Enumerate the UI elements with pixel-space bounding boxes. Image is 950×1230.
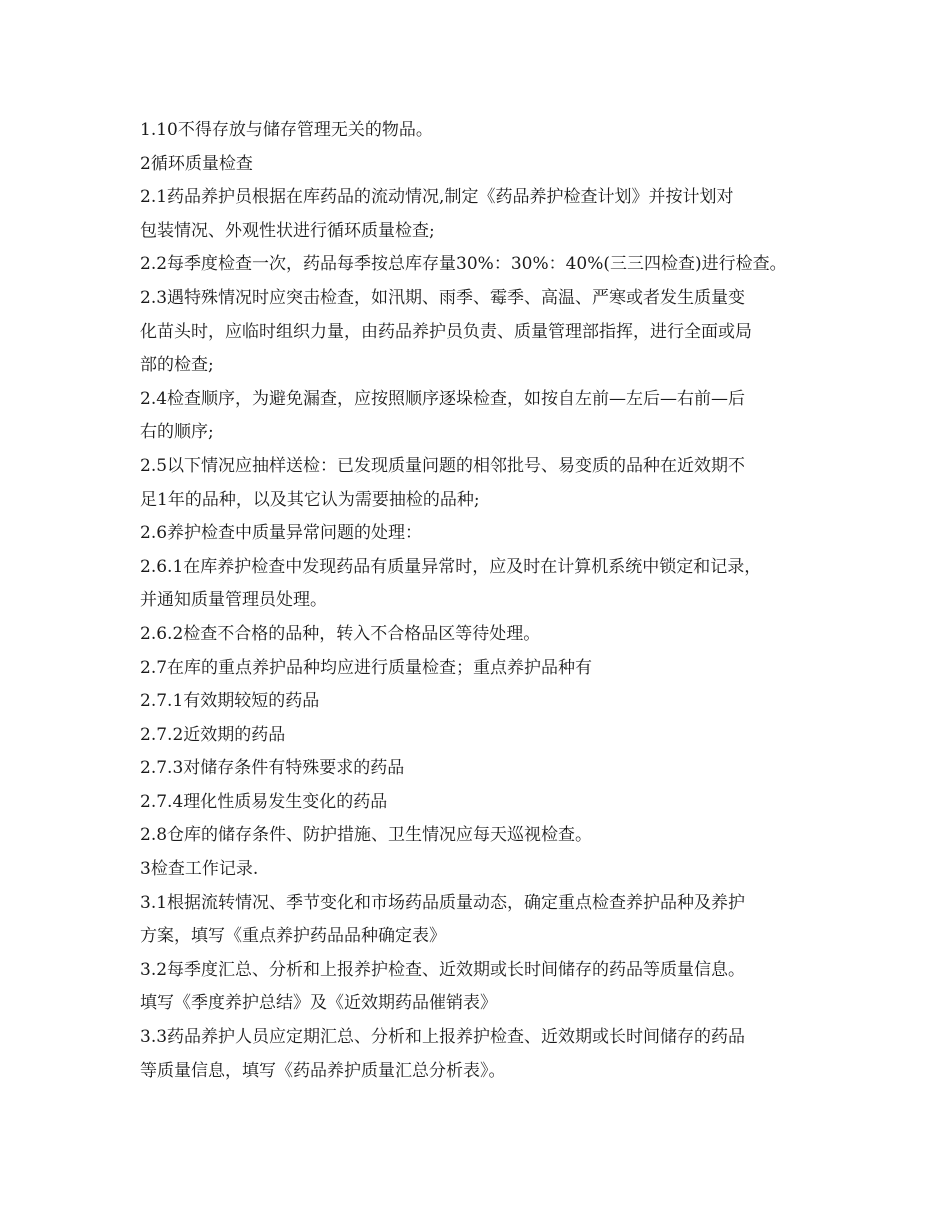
text-line: 部的检查;: [140, 355, 214, 376]
text-line: 方案，填写《重点养护药品品种确定表》: [140, 926, 446, 947]
text-line: 2.6.2检查不合格的品种，转入不合格品区等待处理。: [140, 623, 541, 644]
text-line: 2.8仓库的储存条件、防护措施、卫生情况应每天巡视检查。: [140, 825, 593, 846]
text-line: 2.4检查顺序，为避免漏查，应按照顺序逐垛检查，如按自左前—左后—右前—后: [140, 388, 746, 409]
text-line: 3.3药品养护人员应定期汇总、分析和上报养护检查、近效期或长时间储存的药品: [140, 1027, 746, 1048]
text-line: 2.6养护检查中质量异常问题的处理：: [140, 523, 423, 544]
text-line: 1.10不得存放与储存管理无关的物品。: [140, 120, 433, 140]
list-item: 2.7.1有效期较短的药品: [140, 691, 320, 712]
text-line: 填写《季度养护总结》及《近效期药品催销表》: [140, 993, 497, 1014]
list-item: 2.7.4理化性质易发生变化的药品: [140, 791, 388, 812]
list-item: 2.7.3对储存条件有特殊要求的药品: [140, 758, 405, 779]
text-line: 2.7在库的重点养护品种均应进行质量检查；重点养护品种有: [140, 657, 593, 678]
document-body: [140, 114, 830, 1088]
text-line: 右的顺序;: [140, 422, 214, 443]
list-item: 2.7.2近效期的药品: [140, 724, 286, 745]
text-line: 2.5以下情况应抽样送检：已发现质量问题的相邻批号、易变质的品种在近效期不: [140, 455, 746, 476]
text-line: 2.2每季度检查一次，药品每季按总库存量30%：30%：40%(三三四检查)进行检查。: [140, 254, 787, 275]
section-heading: 3检查工作记录.: [140, 859, 259, 880]
text-line: 3.1根据流转情况、季节变化和市场药品质量动态，确定重点检查养护品种及养护: [140, 892, 746, 913]
text-line: 2.6.1在库养护检查中发现药品有质量异常时，应及时在计算机系统中锁定和记录，: [140, 556, 762, 577]
text-line: 化苗头时，应临时组织力量，由药品养护员负责、质量管理部指挥，进行全面或局: [140, 321, 752, 342]
section-heading: 2循环质量检查: [140, 153, 253, 174]
text-line: 并通知质量管理员处理。: [140, 590, 327, 611]
text-line: 等质量信息，填写《药品养护质量汇总分析表》。: [140, 1060, 506, 1081]
text-line: 3.2每季度汇总、分析和上报养护检查、近效期或长时间储存的药品等质量信息。: [140, 959, 746, 980]
text-line: 2.1药品养护员根据在库药品的流动情况,制定《药品养护检查计划》并按计划对: [140, 187, 734, 208]
text-line: 足1年的品种，以及其它认为需要抽检的品种;: [140, 489, 480, 510]
text-line: 2.3遇特殊情况时应突击检查，如汛期、雨季、霉季、高温、严寒或者发生质量变: [140, 287, 746, 308]
text-line: 包装情况、外观性状进行循环质量检查;: [140, 220, 435, 241]
